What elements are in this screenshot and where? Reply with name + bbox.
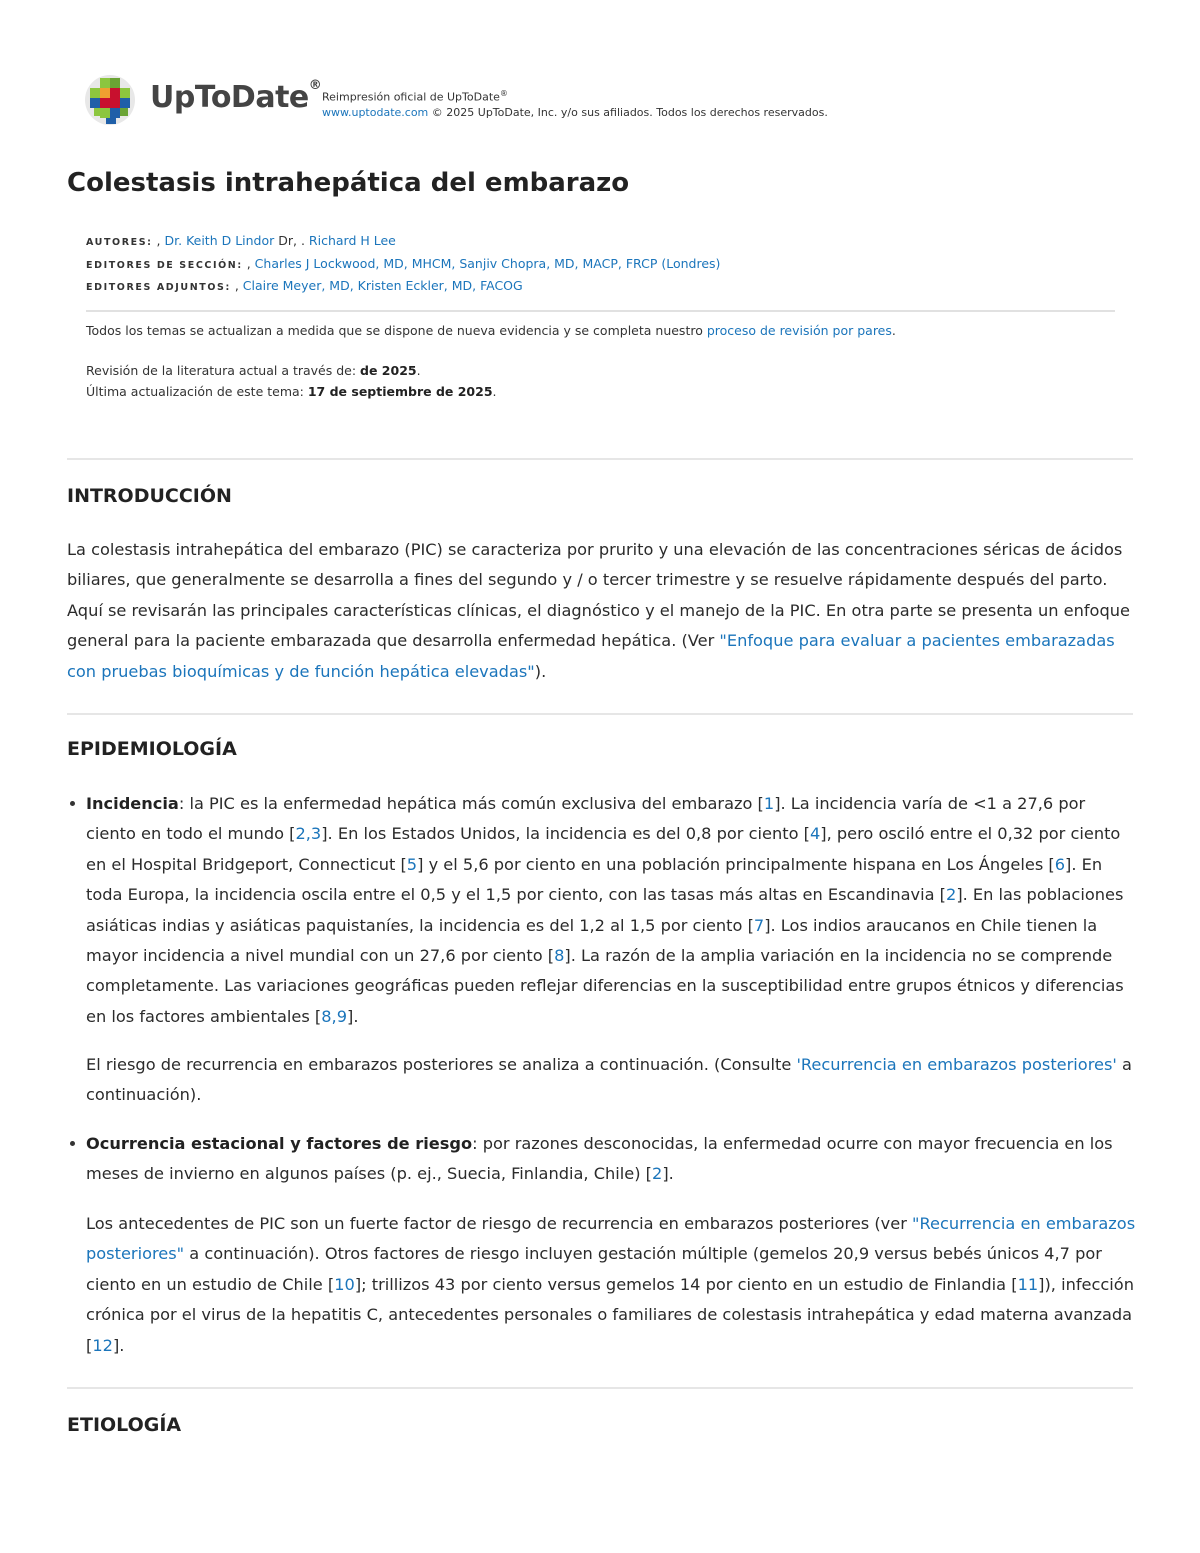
uptodate-url-link[interactable]: www.uptodate.com [322,105,429,119]
authors-label: AUTORES: [86,237,153,248]
reprint-title: Reimpresión oficial de UpToDate® [322,89,508,104]
seasonal-bullet: Ocurrencia estacional y factores de riesgo: por razones desconocidas, la enfermedad ocurre con mayor frecuencia en los meses de invierno en algunos países (p. ej., Suecia, Finlandia, Chile) [2]. [86,1134,1113,1184]
intro-paragraph: La colestasis intrahepática del embarazo (PIC) se caracteriza por prurito y una elevación de las concentraciones séricas de ácidos biliares, que generalmente se desarrolla a fines del segundo y / o tercer trimestre y se resuelve rápidamente después del parto. Aquí se revisarán las principales características clínicas, el diagnóstico y el manejo de la PIC. En otra parte se presenta un enfoque general para la paciente embarazada que desarrolla enfermedad hepática. (Ver "Enfoque para evaluar a pacientes embarazadas con pruebas bioquímicas y de función hepática elevadas"). [67,540,1130,681]
section-editors-links[interactable]: Charles J Lockwood, MD, MHCM, Sanjiv Chopra, MD, MACP, FRCP (Londres) [254,255,721,271]
page-title: Colestasis intrahepática del embarazo [67,168,630,198]
header [84,74,1084,126]
reference-link[interactable]: 5 [406,854,418,874]
approach-topic-link[interactable]: "Enfoque para evaluar a pacientes embarazadas con pruebas bioquímicas y de función hepática elevadas" [67,631,1115,681]
risk-factors-paragraph: Los antecedentes de PIC son un fuerte factor de riesgo de recurrencia en embarazos posteriores (ver "Recurrencia en embarazos posteriores" a continuación). Otros factores de riesgo incluyen gestación múltiple (gemelos 20,9 versus bebés únicos 4,7 por ciento en un estudio de Chile [10]; trillizos 43 por ciento versus gemelos 14 por ciento en un estudio de Finlandia [11]), infección crónica por el virus de la hepatitis C, antecedentes personales o familiares de colestasis intrahepática y edad materna avanzada [12]. [86,1214,1136,1355]
reprint-rights: www.uptodate.com © 2025 UpToDate, Inc. y/o sus afiliados. Todos los derechos reservados. [322,105,828,119]
credits [86,231,720,299]
recurrence-section-link[interactable]: "Recurrencia en embarazos posteriores" [86,1214,1136,1264]
reference-link[interactable]: 10 [334,1274,355,1294]
reference-link[interactable]: 6 [1054,854,1066,874]
reference-link[interactable]: 8 [554,946,565,966]
section-editors-row: EDITORES DE SECCIÓN: , Charles J Lockwood, MD, MHCM, Sanjiv Chopra, MD, MACP, FRCP (Londres) [86,255,721,271]
reference-link[interactable]: 2 [946,885,957,905]
last-updated-date: Última actualización de este tema: 17 de septiembre de 2025. [86,384,497,399]
recurrence-section-link[interactable]: 'Recurrencia en embarazos posteriores' [796,1055,1117,1074]
section-heading-intro: INTRODUCCIÓN [67,485,232,507]
peer-review-note: Todos los temas se actualizan a medida que se dispone de nueva evidencia y se completa nuestro proceso de revisión por pares. [86,323,896,338]
reference-link[interactable]: 7 [753,915,765,935]
incidence-label: Incidencia [86,794,179,813]
section-editors-label: EDITORES DE SECCIÓN: [86,259,243,271]
reference-link[interactable]: 2 [652,1164,663,1184]
reference-link[interactable]: 12 [92,1335,113,1355]
authors-row: AUTORES: , Dr. Keith D Lindor Dr, . Richard H Lee [86,233,396,248]
brand-name: UpToDate® [150,78,322,115]
reprint-notice [322,86,828,120]
incidence-bullet: Incidencia: la PIC es la enfermedad hepática más común exclusiva del embarazo [1]. La incidencia varía de <1 a 27,6 por ciento en todo el mundo [2,3]. En los Estados Unidos, la incidencia es del 0,8 por ciento [4], pero osciló entre el 0,32 por ciento en el Hospital Bridgeport, Connecticut [5] y el 5,6 por ciento en una población principalmente hispana en Los Ángeles [6]. En toda Europa, la incidencia oscila entre el 0,5 y el 1,5 por ciento, con las tasas más altas en Escandinavia [2]. En las poblaciones asiáticas indias y asiáticas paquistaníes, la incidencia es del 1,2 al 1,5 por ciento [7]. Los indios araucanos en Chile tienen la mayor incidencia a nivel mundial con un 27,6 por ciento [8]. La razón de la amplia variación en la incidencia no se comprende completamente. Las variaciones geográficas pueden reflejar diferencias en la susceptibilidad entre grupos étnicos y diferencias en los factores ambientales [8,9]. [86,794,1124,1026]
divider [67,458,1133,460]
peer-review-link[interactable]: proceso de revisión por pares [706,323,892,338]
reference-link[interactable]: 11 [1017,1274,1039,1294]
seasonal-label: Ocurrencia estacional y factores de riesgo [86,1134,473,1153]
divider [86,310,1115,312]
section-heading-etiology: ETIOLOGÍA [67,1414,182,1436]
uptodate-logo-icon [84,74,136,126]
deputy-editors-label: EDITORES ADJUNTOS: [86,282,231,293]
bullet [70,801,75,806]
author-link-lindor[interactable]: Dr. Keith D Lindor [164,233,275,248]
bullet [70,1141,75,1146]
divider [67,713,1133,715]
deputy-editors-links[interactable]: Claire Meyer, MD, Kristen Eckler, MD, FACOG [242,278,523,293]
reference-link[interactable]: 2,3 [295,824,322,844]
recurrence-paragraph: El riesgo de recurrencia en embarazos posteriores se analiza a continuación. (Consulte 'Recurrencia en embarazos posteriores' a continuación). [86,1055,1132,1105]
reference-link[interactable]: 4 [809,824,821,844]
literature-review-date: Revisión de la literatura actual a través de: de 2025. [86,363,421,378]
section-heading-epidemiology: EPIDEMIOLOGÍA [67,738,237,760]
deputy-editors-row: EDITORES ADJUNTOS: , Claire Meyer, MD, Kristen Eckler, MD, FACOG [86,278,523,293]
author-link-lee[interactable]: Richard H Lee [308,233,396,248]
divider [67,1387,1133,1389]
reference-link[interactable]: 8,9 [321,1006,347,1026]
reference-link[interactable]: 1 [763,794,775,813]
